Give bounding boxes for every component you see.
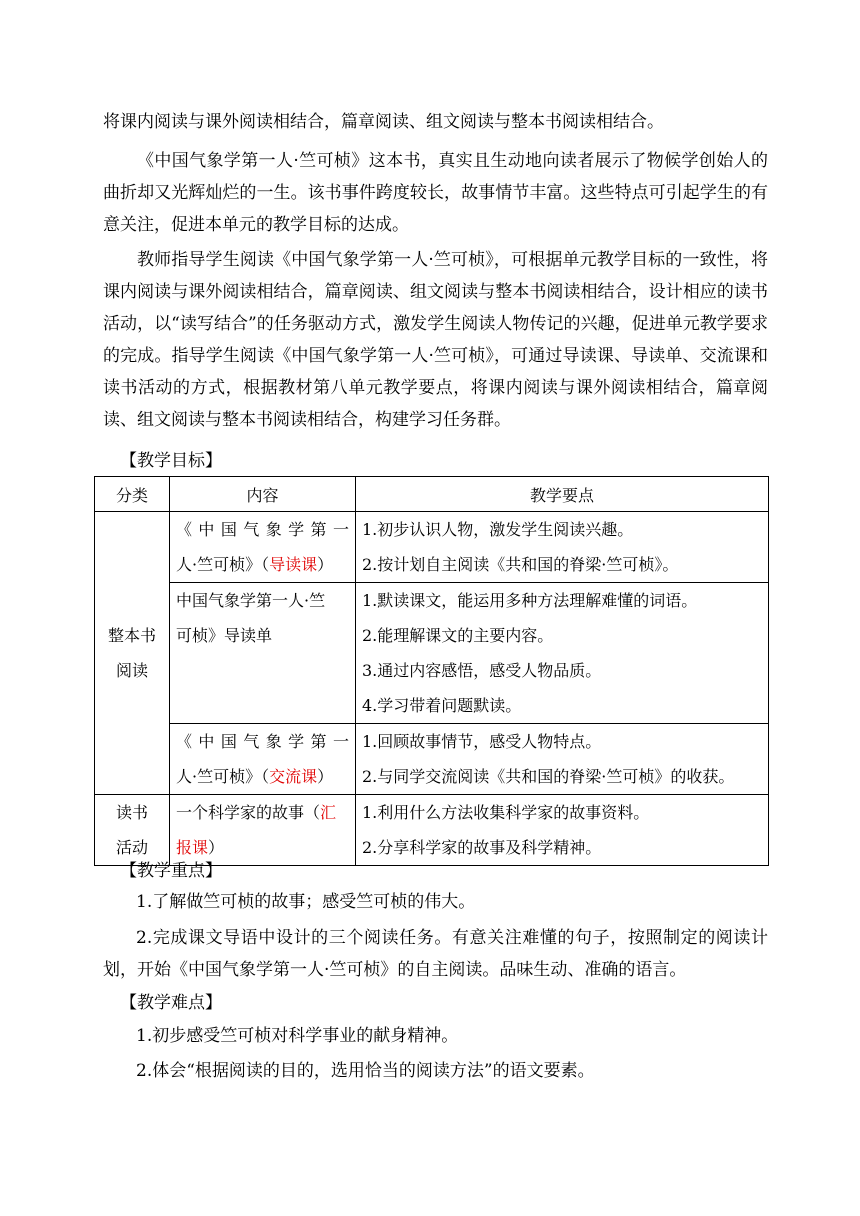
difficulty-item: 2.体会“根据阅读的目的，选用恰当的阅读方法”的语文要素。 xyxy=(136,1061,595,1081)
header-category: 分类 xyxy=(95,477,170,512)
points-cell xyxy=(356,583,769,724)
class-type-label: 报课 xyxy=(176,838,209,857)
point-item: 1.回顾故事情节，感受人物特点。 xyxy=(362,732,602,751)
point-item: 4.学习带着问题默读。 xyxy=(362,696,522,715)
category-line: 读书 xyxy=(115,803,148,822)
content-guided-reading-class: 《中国气象学第一 人·竺可桢》（导读课） xyxy=(170,512,356,583)
point-item: 1.默读课文，能运用多种方法理解难懂的词语。 xyxy=(362,591,698,610)
intro-paragraph-2: 教师指导学生阅读《中国气象学第一人·竺可桢》，可根据单元教学目标的一致性，将课内阅读与课外阅读相结合，篇章阅读、组文阅读与整本书阅读相结合，设计相应的读书活动，以“读写结合”的任务驱动方式，激发学生阅读人物传记的兴趣，促进单元教学要求的完成。指导学生阅读《中国气象学第一人·竺可桢》，可通过导读课、导读单、交流课和读书活动的方式，根据教材第八单元教学要点，将课内阅读与课外阅读相结合，篇章阅读、组文阅读与整本书阅读相结合，构建学习任务群。 xyxy=(103,250,768,430)
header-points: 教学要点 xyxy=(356,477,769,512)
intro-paragraph-1: 《中国气象学第一人·竺可桢》这本书，真实且生动地向读者展示了物候学创始人的曲折却又光辉灿烂的一生。该书事件跨度较长，故事情节丰富。这些特点可引起学生的有意关注，促进本单元的教学目标的达成。 xyxy=(103,151,768,235)
content-line: 中国气象学第一人·竺 xyxy=(176,591,326,610)
points-cell xyxy=(356,512,769,583)
content-report-class: 一个科学家的故事（汇 报课） xyxy=(170,795,356,866)
header-content: 内容 xyxy=(170,477,356,512)
table-row xyxy=(95,795,769,866)
keypoints-heading: 【教学重点】 xyxy=(120,861,222,881)
points-cell xyxy=(356,724,769,795)
class-type-label: 导读课 xyxy=(269,555,318,574)
table-row xyxy=(95,512,769,583)
table-row xyxy=(95,724,769,795)
point-item: 3.通过内容感悟，感受人物品质。 xyxy=(362,661,602,680)
content-line: 《中国气象学第一 xyxy=(176,732,349,751)
points-cell xyxy=(356,795,769,866)
point-item: 1.初步认识人物，激发学生阅读兴趣。 xyxy=(362,520,634,539)
content-line: 《中国气象学第一 xyxy=(176,520,349,539)
intro-line: 将课内阅读与课外阅读相结合，篇章阅读、组文阅读与整本书阅读相结合。 xyxy=(103,112,664,132)
table-header-row xyxy=(95,477,769,512)
objectives-heading: 【教学目标】 xyxy=(120,451,222,471)
content-exchange-class: 《中国气象学第一 人·竺可桢》（交流课） xyxy=(170,724,356,795)
content-line: 可桢》导读单 xyxy=(176,626,273,645)
content-reading-guide-sheet xyxy=(170,583,356,724)
class-type-label: 交流课 xyxy=(269,767,318,786)
difficulties-heading: 【教学难点】 xyxy=(120,993,222,1013)
keypoint-item: 2.完成课文导语中设计的三个阅读任务。有意关注难懂的句子，按照制定的阅读计划，开始《中国气象学第一人·竺可桢》的自主阅读。品味生动、准确的语言。 xyxy=(103,928,768,980)
point-item: 2.能理解课文的主要内容。 xyxy=(362,626,554,645)
point-item: 1.利用什么方法收集科学家的故事资料。 xyxy=(362,803,650,822)
category-reading-activity xyxy=(95,795,170,866)
category-whole-book xyxy=(95,512,170,795)
point-item: 2.分享科学家的故事及科学精神。 xyxy=(362,838,602,857)
category-line: 整本书 xyxy=(107,626,156,645)
objectives-table xyxy=(94,476,769,866)
difficulty-item: 1.初步感受竺可桢对科学事业的献身精神。 xyxy=(136,1026,459,1046)
keypoint-item: 1.了解做竺可桢的故事；感受竺可桢的伟大。 xyxy=(136,892,476,912)
category-line: 活动 xyxy=(115,838,148,857)
class-type-label: 汇 xyxy=(320,803,337,822)
table-row xyxy=(95,583,769,724)
category-line: 阅读 xyxy=(115,661,148,680)
point-item: 2.按计划自主阅读《共和国的脊梁·竺可桢》。 xyxy=(362,555,679,574)
point-item: 2.与同学交流阅读《共和国的脊梁·竺可桢》的收获。 xyxy=(362,767,735,786)
